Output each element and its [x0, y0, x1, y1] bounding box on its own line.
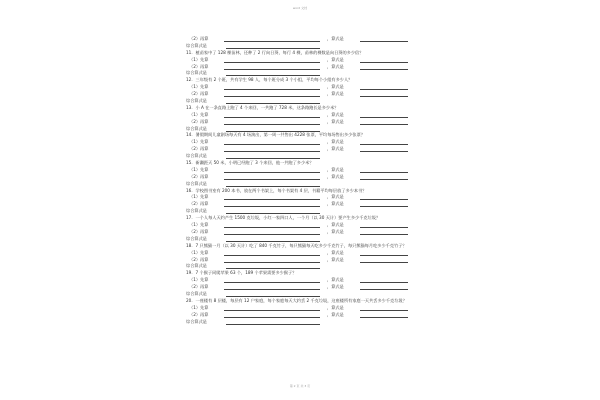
answer-blank[interactable]	[224, 96, 320, 97]
step-line	[186, 84, 410, 91]
formula-blank[interactable]	[360, 144, 408, 145]
line-text: 18．7 只熊猫一月（以 30 天计）吃了 840 千克竹子，每只熊猫每天吃多少千克竹子，每只熊猫每月吃多少千克竹子？	[186, 242, 407, 248]
formula-label: ，算式是	[327, 256, 344, 262]
answer-blank[interactable]	[224, 62, 320, 63]
formula-label: ，算式是	[327, 311, 344, 317]
formula-label: ，算式是	[327, 222, 344, 228]
answer-blank[interactable]	[224, 41, 320, 42]
combined-formula-line	[186, 291, 410, 298]
page-footer: 第 2 页 共 3 页	[289, 384, 311, 388]
line-text: 综合算式是	[186, 318, 207, 324]
formula-blank[interactable]	[360, 151, 408, 152]
step-line	[186, 119, 410, 126]
line-text: （2）再算	[189, 118, 209, 124]
step-line	[186, 257, 410, 264]
line-text: 12．三年级有 2 个班，共有学生 98 人，每个班分成 3 个小组，平均每个小组有多少人？	[186, 77, 353, 83]
step-line	[186, 194, 410, 201]
line-text: 综合算式是	[186, 125, 207, 131]
formula-label: ，算式是	[327, 111, 344, 117]
combined-formula-line	[186, 43, 410, 50]
combined-formula-blank[interactable]	[226, 186, 320, 187]
combined-formula-line	[186, 236, 410, 243]
formula-label: ，算式是	[327, 91, 344, 97]
formula-label: ，算式是	[327, 201, 344, 207]
line-text: （2）再算	[189, 173, 209, 179]
line-text: （1）先算	[189, 304, 209, 310]
formula-label: ，算式是	[327, 36, 344, 41]
combined-formula-blank[interactable]	[226, 241, 320, 242]
formula-label: ，算式是	[327, 173, 344, 179]
step-line	[186, 112, 410, 119]
step-line	[186, 64, 410, 71]
formula-label: ，算式是	[327, 277, 344, 283]
combined-formula-blank[interactable]	[226, 103, 320, 104]
line-text: 综合算式是	[186, 153, 207, 159]
formula-label: ，算式是	[327, 228, 344, 234]
step-line	[186, 250, 410, 257]
formula-label: ，算式是	[327, 84, 344, 90]
formula-label: ，算式是	[327, 139, 344, 145]
formula-label: ，算式是	[327, 304, 344, 310]
line-text: 综合算式是	[186, 180, 207, 186]
formula-label: ，算式是	[327, 194, 344, 200]
line-text: （2）再算	[189, 91, 209, 97]
answer-blank[interactable]	[224, 89, 320, 90]
formula-label: ，算式是	[327, 56, 344, 62]
line-text: 综合算式是	[186, 263, 207, 269]
line-text: （1）先算	[189, 222, 209, 228]
line-text: 综合算式是	[186, 235, 207, 241]
step-line	[186, 36, 410, 43]
line-text: 综合算式是	[186, 208, 207, 214]
problem-12-question	[186, 77, 410, 84]
formula-blank[interactable]	[360, 199, 408, 200]
line-text: （2）再算	[189, 228, 209, 234]
worksheet-content	[186, 36, 410, 325]
line-text: 综合算式是	[186, 42, 207, 48]
formula-blank[interactable]	[360, 96, 408, 97]
step-line	[186, 201, 410, 208]
formula-blank[interactable]	[360, 289, 408, 290]
problem-11-question	[186, 50, 410, 57]
line-text: 17．一个人每人天约产生 1500 克垃圾，小红一家四口人，一个月（以 30 天计）要产生多少千克垃圾？	[186, 215, 381, 221]
line-text: （1）先算	[189, 249, 209, 255]
answer-blank[interactable]	[224, 144, 320, 145]
line-text: 13．小 A 在一条直路上跑了 4 个来回，一共跑了 728 米，这条路跑长是多少米？	[186, 104, 339, 110]
formula-blank[interactable]	[360, 317, 408, 318]
formula-label: ，算式是	[327, 63, 344, 69]
problem-17-question	[186, 215, 410, 222]
line-text: （1）先算	[189, 84, 209, 90]
line-text: 综合算式是	[186, 98, 207, 104]
formula-blank[interactable]	[360, 179, 408, 180]
formula-blank[interactable]	[360, 227, 408, 228]
formula-label: ，算式是	[327, 166, 344, 172]
answer-blank[interactable]	[224, 317, 320, 318]
line-text: （2）再算	[189, 63, 209, 69]
answer-blank[interactable]	[224, 289, 320, 290]
line-text: （1）先算	[189, 277, 209, 283]
formula-blank[interactable]	[360, 89, 408, 90]
answer-blank[interactable]	[224, 69, 320, 70]
formula-blank[interactable]	[360, 206, 408, 207]
step-line	[186, 305, 410, 312]
problem-18-question	[186, 243, 410, 250]
formula-blank[interactable]	[360, 255, 408, 256]
line-text: （1）先算	[189, 111, 209, 117]
line-text: （2）再算	[189, 201, 209, 207]
formula-blank[interactable]	[360, 234, 408, 235]
formula-blank[interactable]	[360, 62, 408, 63]
line-text: 16．学校图书室有 200 本书，放在两个书架上，每个书架有 4 层，书籍平均每层放了多少本书？	[186, 187, 367, 193]
combined-formula-line	[186, 153, 410, 160]
line-text: 15．新疆距天 50 米，小明已经跑了 3 个来回，他一共跑了多少米？	[186, 160, 314, 166]
formula-blank[interactable]	[360, 282, 408, 283]
combined-formula-line	[186, 319, 410, 326]
page-header: word 文档	[292, 6, 308, 10]
problem-13-question	[186, 105, 410, 112]
answer-blank[interactable]	[224, 151, 320, 152]
line-text: （2）再算	[189, 256, 209, 262]
answer-blank[interactable]	[224, 179, 320, 180]
problem-20-question	[186, 298, 410, 305]
line-text: （1）先算	[189, 56, 209, 62]
answer-blank[interactable]	[224, 262, 320, 263]
line-text: 综合算式是	[186, 290, 207, 296]
line-text: （1）先算	[189, 166, 209, 172]
line-text: （2）再算	[189, 311, 209, 317]
line-text: 19．7 个猴子同爬苹果 63 个，189 个苹果需要多少猴子？	[186, 270, 297, 276]
answer-blank[interactable]	[224, 227, 320, 228]
line-text: 11．植苗家中了 128 棵苗林，还种了 2 行向日葵，每行 4 棵，苗林的棵数是向日葵的多少倍？	[186, 49, 364, 55]
step-line	[186, 57, 410, 64]
line-text: （2）再算	[189, 284, 209, 290]
step-line	[186, 284, 410, 291]
line-text: 20．一座楼有 8 层楼，每层有 12 户家庭，每个家庭每天大约丢 2 千克垃圾，这座楼所有家庭一天共丢多少千克垃圾？	[186, 297, 407, 303]
formula-blank[interactable]	[360, 172, 408, 173]
answer-blank[interactable]	[224, 206, 320, 207]
combined-formula-blank[interactable]	[226, 296, 320, 297]
line-text: 14．暑假期间儿童剧场每天有 4 场演出，第一周一共售出 4228 张票，平均每场售出多少张票？	[186, 132, 365, 138]
combined-formula-line	[186, 98, 410, 105]
formula-blank[interactable]	[360, 117, 408, 118]
line-text: （2）再算	[189, 146, 209, 152]
answer-blank[interactable]	[224, 234, 320, 235]
formula-blank[interactable]	[360, 310, 408, 311]
combined-formula-blank[interactable]	[226, 324, 320, 325]
step-line	[186, 146, 410, 153]
answer-blank[interactable]	[224, 310, 320, 311]
combined-formula-line	[186, 181, 410, 188]
formula-blank[interactable]	[360, 69, 408, 70]
line-text: 综合算式是	[186, 70, 207, 76]
formula-label: ，算式是	[327, 118, 344, 124]
problem-15-question	[186, 160, 410, 167]
formula-blank[interactable]	[360, 262, 408, 263]
formula-blank[interactable]	[360, 124, 408, 125]
problem-19-question	[186, 270, 410, 277]
combined-formula-blank[interactable]	[226, 48, 320, 49]
answer-blank[interactable]	[224, 282, 320, 283]
answer-blank[interactable]	[224, 199, 320, 200]
answer-blank[interactable]	[224, 172, 320, 173]
line-text: （1）先算	[189, 139, 209, 145]
line-text: （2）再算	[189, 36, 209, 41]
step-line	[186, 167, 410, 174]
step-line	[186, 139, 410, 146]
combined-formula-blank[interactable]	[226, 158, 320, 159]
step-line	[186, 91, 410, 98]
step-line	[186, 222, 410, 229]
problem-16-question	[186, 188, 410, 195]
step-line	[186, 229, 410, 236]
answer-blank[interactable]	[224, 124, 320, 125]
step-line	[186, 312, 410, 319]
step-line	[186, 277, 410, 284]
formula-blank[interactable]	[360, 41, 408, 42]
formula-label: ，算式是	[327, 284, 344, 290]
formula-label: ，算式是	[327, 146, 344, 152]
problem-14-question	[186, 132, 410, 139]
formula-label: ，算式是	[327, 249, 344, 255]
line-text: （1）先算	[189, 194, 209, 200]
answer-blank[interactable]	[224, 117, 320, 118]
answer-blank[interactable]	[224, 255, 320, 256]
step-line	[186, 174, 410, 181]
